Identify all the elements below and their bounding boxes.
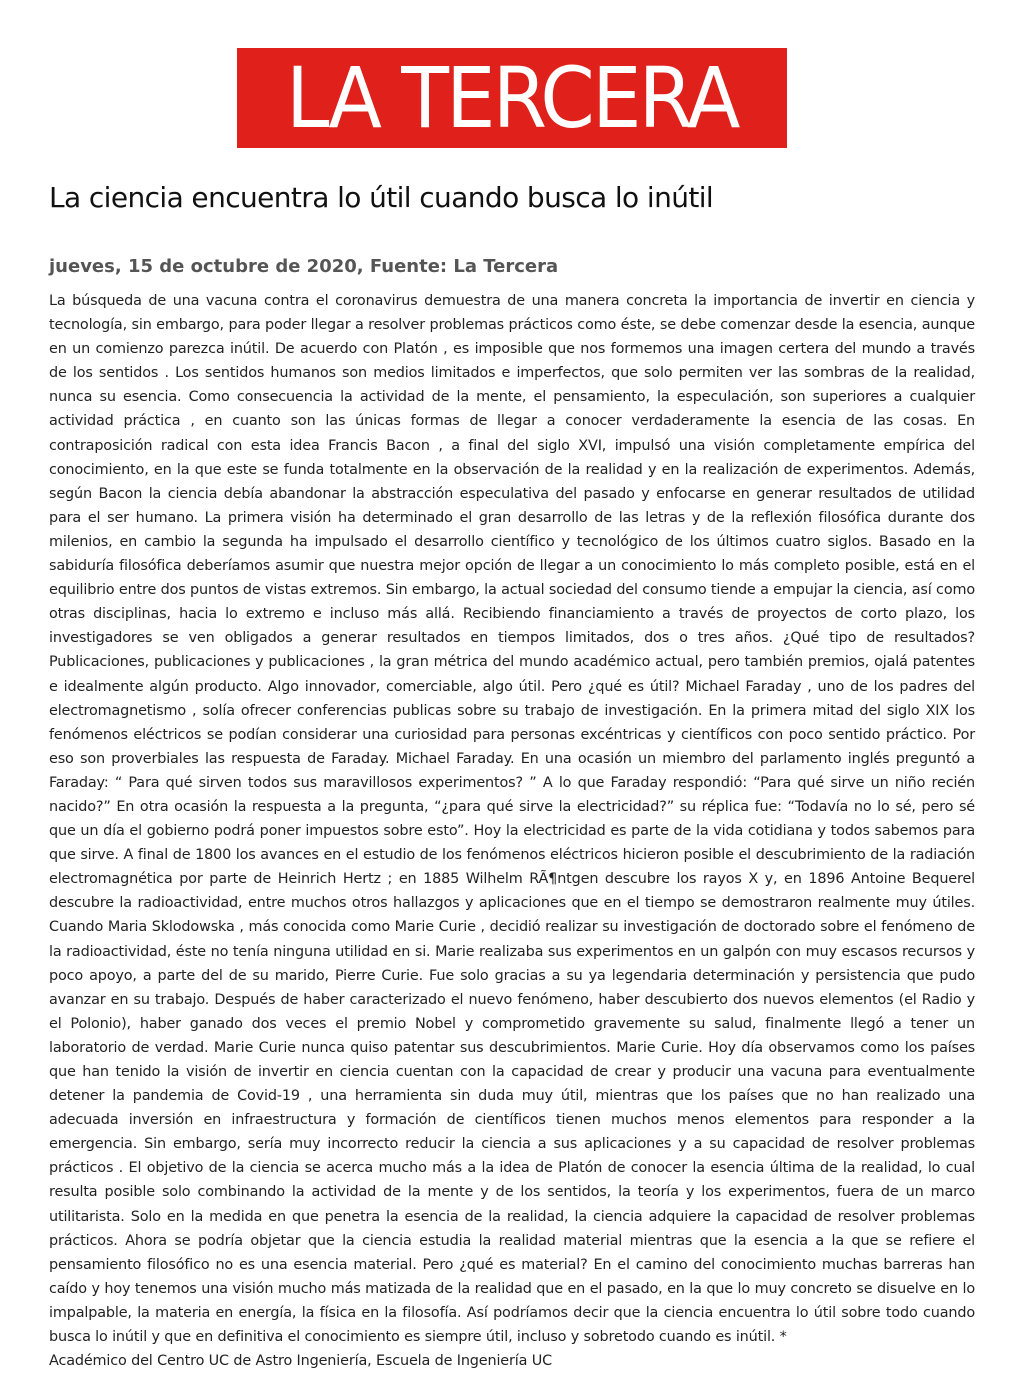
article-body-paragraph: La búsqueda de una vacuna contra el coronavirus demuestra de una manera concreta la importancia de invertir en ciencia y tecnología, sin embargo, para poder llegar a resolver problemas prácticos como éste, se debe comenzar desde la esencia, aunque en un comienzo parezca inútil. De acuerdo con Platón , es imposible que nos formemos una imagen certera del mundo a través de los sentidos . Los sentidos humanos son medios limitados e imperfectos, que solo permiten ver las sombras de la realidad, nunca su esencia. Como consecuencia la actividad de la mente, el pensamiento, la especulación, son superiores a cualquier actividad práctica , en cuanto son las únicas formas de llegar a conocer verdaderamente la esencia de las cosas. En contraposición radical con esta idea Francis Bacon , a final del siglo XVI, impulsó una visión completamente empírica del conocimiento, en la que este se funda totalmente en la observación de la realidad y en la realización de experimentos. Además, según Bacon la ciencia debía abandonar la abstracción especulativa del pasado y enfocarse en generar resultados de utilidad para el ser humano. La primera visión ha determinado el gran desarrollo de las letras y de la reflexión filosófica durante dos milenios, en cambio la segunda ha impulsado el desarrollo científico y tecnológico de los últimos cuatro siglos. Basado en la sabiduría filosófica deberíamos asumir que nuestra mejor opción de llegar a un conocimiento lo más completo posible, está en el equilibrio entre dos puntos de vistas extremos. Sin embargo, la actual sociedad del consumo tiende a empujar la ciencia, así como otras disciplinas, hacia lo extremo e incluso más allá. Recibiendo financiamiento a través de proyectos de corto plazo, los investigadores se ven obligados a generar resultados en tiempos limitados, dos o tres años. ¿Qué tipo de resultados? Publicaciones, publicaciones y publicaciones , la gran métrica del mundo académico actual, pero también premios, ojalá patentes e idealmente algún producto. Algo innovador, comerciable, algo útil. Pero ¿qué es útil? Michael Faraday , uno de los padres del electromagnetismo , solía ofrecer conferencias publicas sobre su trabajo de investigación. En la primera mitad del siglo XIX los fenómenos eléctricos se podían considerar una curiosidad para personas excéntricas y científicos con poco sentido práctico. Por eso son proverbiales las respuesta de Faraday. Michael Faraday. En una ocasión un miembro del parlamento inglés preguntó a Faraday: “ Para qué sirven todos sus maravillosos experimentos? ” A lo que Faraday respondió: “Para qué sirve un niño recién nacido?” En otra ocasión la respuesta a la pregunta, “¿para qué sirve la electricidad?” su réplica fue: “Todavía no lo sé, pero sé que un día el gobierno podrá poner impuestos sobre esto”. Hoy la electricidad es parte de la vida cotidiana y todos sabemos para que sirve. A final de 1800 los avances en el estudio de los fenómenos eléctricos hicieron posible el descubrimiento de la radiación electromagnética por parte de Heinrich Hertz ; en 1885 Wilhelm RÃ¶ntgen descubre los rayos X y, en 1896 Antoine Bequerel descubre la radioactividad, entre muchos otros hallazgos y aplicaciones que en el tiempo se demostraron realmente muy útiles. Cuando Maria Sklodowska , más conocida como Marie Curie , decidió realizar su investigación de doctorado sobre el fenómeno de la radioactividad, éste no tenía ninguna utilidad en si. Marie realizaba sus experimentos en un galpón con muy escasos recursos y poco apoyo, a parte del de su marido, Pierre Curie. Fue solo gracias a su ya legendaria determinación y persistencia que pudo avanzar en su trabajo. Después de haber caracterizado el nuevo fenómeno, haber descubierto dos nuevos elementos (el Radio y el Polonio), haber ganado dos veces el premio Nobel y comprometido gravemente su salud, finalmente llegó a tener un laboratorio de verdad. Marie Curie nunca quiso patentar sus descubrimientos. Marie Curie. Hoy día observamos como los países que han tenido la visión de invertir en ciencia cuentan con la capacidad de crear y producir una vacuna para eventualmente detener la pandemia de Covid-19 , una herramienta sin duda muy útil, mientras que los países que no han realizado una adecuada inversión en infraestructura y formación de científicos tienen muchos menos elementos para responder a la emergencia. Sin embargo, sería muy incorrecto reducir la ciencia a sus aplicaciones y a su capacidad de resolver problemas prácticos . El objetivo de la ciencia se acerca mucho más a la idea de Platón de conocer la esencia última de la realidad, lo cual resulta posible solo combinando la actividad de la mente y de los sentidos, la teoría y los experimentos, fuera de un marco utilitarista. Solo en la medida en que penetra la esencia de la realidad, la ciencia adquiere la capacidad de resolver problemas prácticos. Ahora se podría objetar que la ciencia estudia la realidad material mientras que la esencia a la que se refiere el pensamiento filosófico no es una esencia material. Pero ¿qué es material? En el camino del conocimiento muchas barreras han caído y hoy tenemos una visión mucho más matizada de la realidad que en el pasado, en la que lo muy concreto se disuelve en lo impalpable, la materia en energía, la física en la filosofía. Así podríamos decir que la ciencia encuentra lo útil sobre todo cuando busca lo inútil y que en definitiva el conocimiento es siempre útil, incluso y sobretodo cuando es inútil. * <box>49 293 975 1346</box>
author-note: Académico del Centro UC de Astro Ingeniería, Escuela de Ingeniería UC <box>49 1353 553 1370</box>
logo-text: LA TERCERA <box>286 49 738 147</box>
article-dateline: jueves, 15 de octubre de 2020, Fuente: La Tercera <box>49 256 559 277</box>
article-title: La ciencia encuentra lo útil cuando busca lo inútil <box>49 181 714 214</box>
article-body <box>49 289 975 1373</box>
la-tercera-logo <box>237 48 787 148</box>
